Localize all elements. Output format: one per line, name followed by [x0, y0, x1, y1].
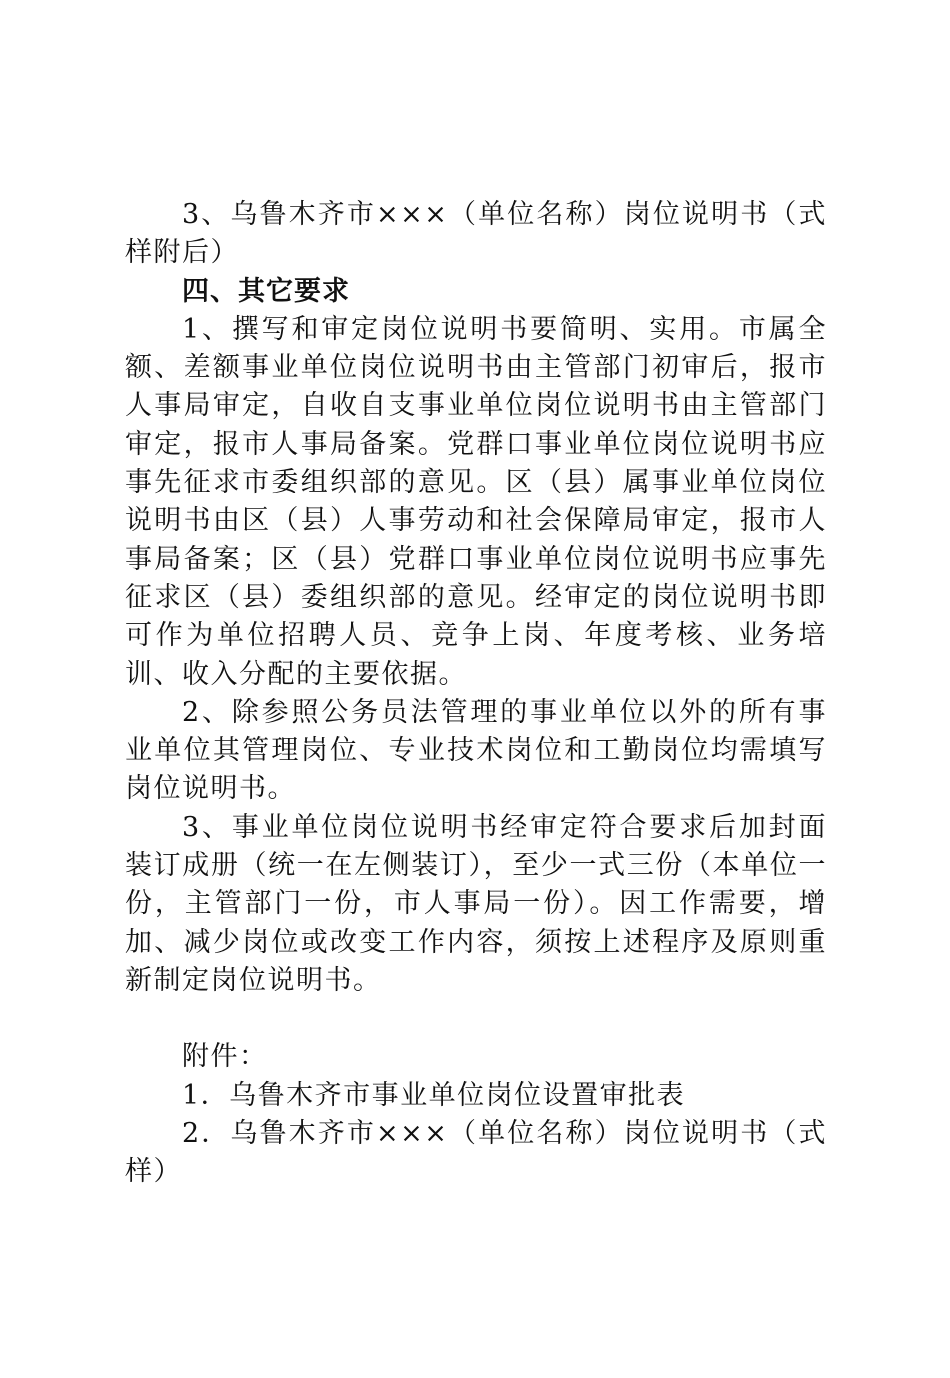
- requirement-3: 3、事业单位岗位说明书经审定符合要求后加封面装订成册（统一在左侧装订），至少一式三份（本单位一份，主管部门一份，市人事局一份）。因工作需要，增加、减少岗位或改变工作内容，须按上述程序及原则重新制定岗位说明书。: [125, 811, 827, 996]
- prev-item-3: 3、乌鲁木齐市×××（单位名称）岗位说明书（式样附后）: [125, 199, 827, 269]
- attachment-1: 1．乌鲁木齐市事业单位岗位设置审批表: [182, 1079, 686, 1111]
- document-page: [125, 196, 827, 1191]
- requirement-1: 1、撰写和审定岗位说明书要简明、实用。市属全额、差额事业单位岗位说明书由主管部门初审后，报市人事局审定，自收自支事业单位岗位说明书由主管部门审定，报市人事局备案。党群口事业单位岗位说明书应事先征求市委组织部的意见。区（县）属事业单位岗位说明书由区（县）人事劳动和社会保障局审定，报市人事局备案；区（县）党群口事业单位岗位说明书应事先征求区（县）委组织部的意见。经审定的岗位说明书即可作为单位招聘人员、竞争上岗、年度考核、业务培训、收入分配的主要依据。: [125, 313, 827, 690]
- requirement-2: 2、除参照公务员法管理的事业单位以外的所有事业单位其管理岗位、专业技术岗位和工勤岗位均需填写岗位说明书。: [125, 696, 827, 805]
- section-heading: 四、其它要求: [182, 275, 350, 307]
- attachment-2: 2．乌鲁木齐市×××（单位名称）岗位说明书（式样）: [125, 1117, 827, 1188]
- spacer: [125, 1000, 827, 1038]
- attachments-label: 附件：: [182, 1041, 268, 1073]
